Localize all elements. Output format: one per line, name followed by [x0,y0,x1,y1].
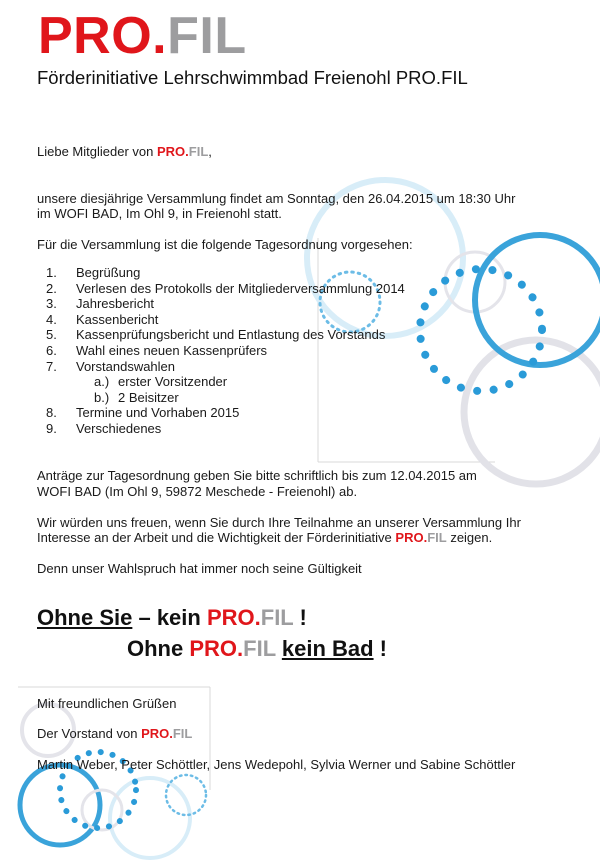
agenda-subitem-letter: b.) [94,389,110,405]
brand-fil: FIL [172,726,193,741]
agenda-number: 8. [46,405,57,421]
dotted-circle [166,775,206,815]
brand-pro: PRO. [189,636,244,661]
logo-pro: PRO. [38,7,168,65]
agenda-text: Kassenprüfungsbericht und Entlastung des Vorstands [76,327,386,343]
light-blue-circle [110,778,190,858]
proposals-line-1: Anträge zur Tagesordnung geben Sie bitte schriftlich bis zum 12.04.2015 am [37,468,477,483]
agenda-subitem-letter: a.) [94,374,110,390]
agenda-number: 9. [46,420,57,436]
agenda-text: Termine und Vorhaben 2015 [76,405,240,421]
agenda-text: Begrüßung [76,265,141,280]
board-members: Martin Weber, Peter Schöttler, Jens Wedepohl, Sylvia Werner und Sabine Schöttler [37,757,516,772]
brand-fil: FIL [260,605,294,630]
agenda-number: 3. [46,296,57,312]
intro-line-2: im WOFI BAD, Im Ohl 9, in Freienohl statt. [37,206,282,221]
agenda-text: Vorstandswahlen [76,358,176,374]
agenda-number: 7. [46,358,57,374]
salutation [37,144,212,160]
slogan-text: ! [293,605,307,630]
brand-fil: FIL [188,144,209,159]
slogan-text: – kein [132,605,207,630]
agenda-subitem-text: erster Vorsitzender [118,374,228,390]
slogan-line-2 [127,635,387,663]
brand-fil: FIL [427,530,447,545]
agenda-text: Verschiedenes [76,420,162,436]
brand-pro: PRO. [141,726,173,741]
agenda-number: 1. [46,265,57,280]
agenda-text: Kassenbericht [76,311,159,327]
closing-line-1: Wir würden uns freuen, wenn Sie durch Ihre Teilnahme an unserer Versammlung Ihr [37,515,521,530]
motto-intro: Denn unser Wahlspruch hat immer noch seine Gültigkeit [37,561,362,576]
agenda-text: Wahl eines neuen Kassenprüfers [76,342,268,358]
brand-pro: PRO. [206,605,261,630]
brand-pro: PRO. [395,530,428,545]
closing-line-2-prefix: Interesse an der Arbeit und die Wichtigkeit der Förderinitiative [37,530,396,545]
salutation-prefix: Liebe Mitglieder von [37,144,157,159]
slogan-underlined: kein Bad [281,636,374,661]
slogan-line-1 [37,604,307,632]
agenda-number: 2. [46,280,57,296]
intro-line-1: unsere diesjährige Versammlung findet am Sonntag, den 26.04.2015 um 18:30 Uhr [37,191,516,206]
organisation-title: Förderinitiative Lehrschwimmbad Freienohl PRO.FIL [37,67,468,88]
agenda-intro: Für die Versammlung ist die folgende Tagesordnung vorgesehen: [37,237,413,252]
proposals-line-2: WOFI BAD (Im Ohl 9, 59872 Meschede - Freienohl) ab. [37,484,358,499]
salutation-suffix: , [208,144,212,159]
agenda-number: 4. [46,311,57,327]
agenda-subitem-text: 2 Beisitzer [118,389,179,405]
brand-pro: PRO. [156,144,189,159]
slogan-text: Ohne [127,636,190,661]
brand-fil: FIL [243,636,276,661]
greeting: Mit freundlichen Grüßen [37,696,177,711]
board-prefix: Der Vorstand von [37,726,142,741]
agenda-number: 6. [46,342,57,358]
slogan-text: ! [373,636,388,661]
agenda-text: Jahresbericht [76,296,155,312]
agenda-number: 5. [46,327,57,343]
agenda-text: Verlesen des Protokolls der Mitgliederversammlung 2014 [76,280,405,296]
closing-line-2-suffix: zeigen. [446,530,493,545]
closing-line-2 [37,530,492,546]
slogan-underlined: Ohne Sie [37,605,133,630]
logo-fil: FIL [167,7,247,65]
logo [38,6,247,66]
board-signature [37,726,192,742]
